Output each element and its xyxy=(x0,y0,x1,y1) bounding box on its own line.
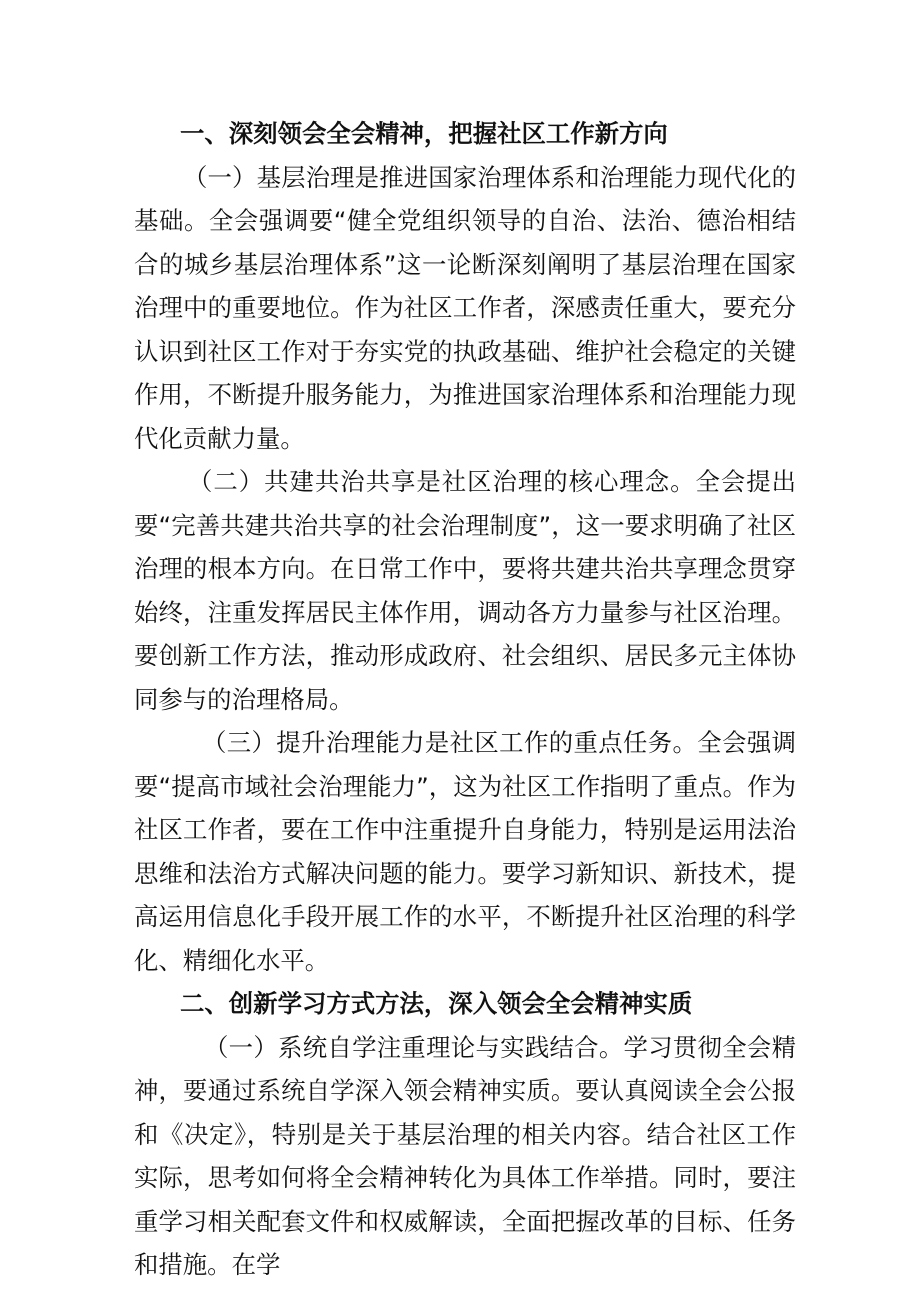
paragraph-1-2: （二）共建共治共享是社区治理的核心理念。全会提出要“完善共建共治共享的社会治理制度”，这一要求明确了社区治理的根本方向。在日常工作中，要将共建共治共享理念贯穿始终，注重发挥居民主体作用，调动各方力量参与社区治理。要创新工作方法，推动形成政府、社会组织、居民多元主体协同参与的治理格局。 xyxy=(134,467,796,714)
paragraph-2-1: （一）系统自学注重理论与实践结合。学习贯彻全会精神，要通过系统自学深入领会精神实质。要认真阅读全会公报和《决定》，特别是关于基层治理的相关内容。结合社区工作实际，思考如何将全会精神转化为具体工作举措。同时，要注重学习相关配套文件和权威解读，全面把握改革的目标、任务和措施。在学 xyxy=(134,1032,796,1279)
paragraph-1-3: （三）提升治理能力是社区工作的重点任务。全会强调要“提高市域社会治理能力”，这为社区工作指明了重点。作为社区工作者，要在工作中注重提升自身能力，特别是运用法治思维和法治方式解决问题的能力。要学习新知识、新技术，提高运用信息化手段开展工作的水平，不断提升社区治理的科学化、精细化水平。 xyxy=(134,728,796,975)
section-heading-2: 二、创新学习方式方法，深入领会全会精神实质 xyxy=(180,989,693,1018)
paragraph-1-1: （一）基层治理是推进国家治理体系和治理能力现代化的基础。全会强调要“健全党组织领导的自治、法治、德治相结合的城乡基层治理体系”这一论断深刻阐明了基层治理在国家治理中的重要地位。作为社区工作者，深感责任重大，要充分认识到社区工作对于夯实党的执政基础、维护社会稳定的关键作用，不断提升服务能力，为推进国家治理体系和治理能力现代化贡献力量。 xyxy=(134,162,796,453)
document-body xyxy=(134,112,796,1287)
section-heading-1: 一、深刻领会全会精神，把握社区工作新方向 xyxy=(180,119,668,148)
